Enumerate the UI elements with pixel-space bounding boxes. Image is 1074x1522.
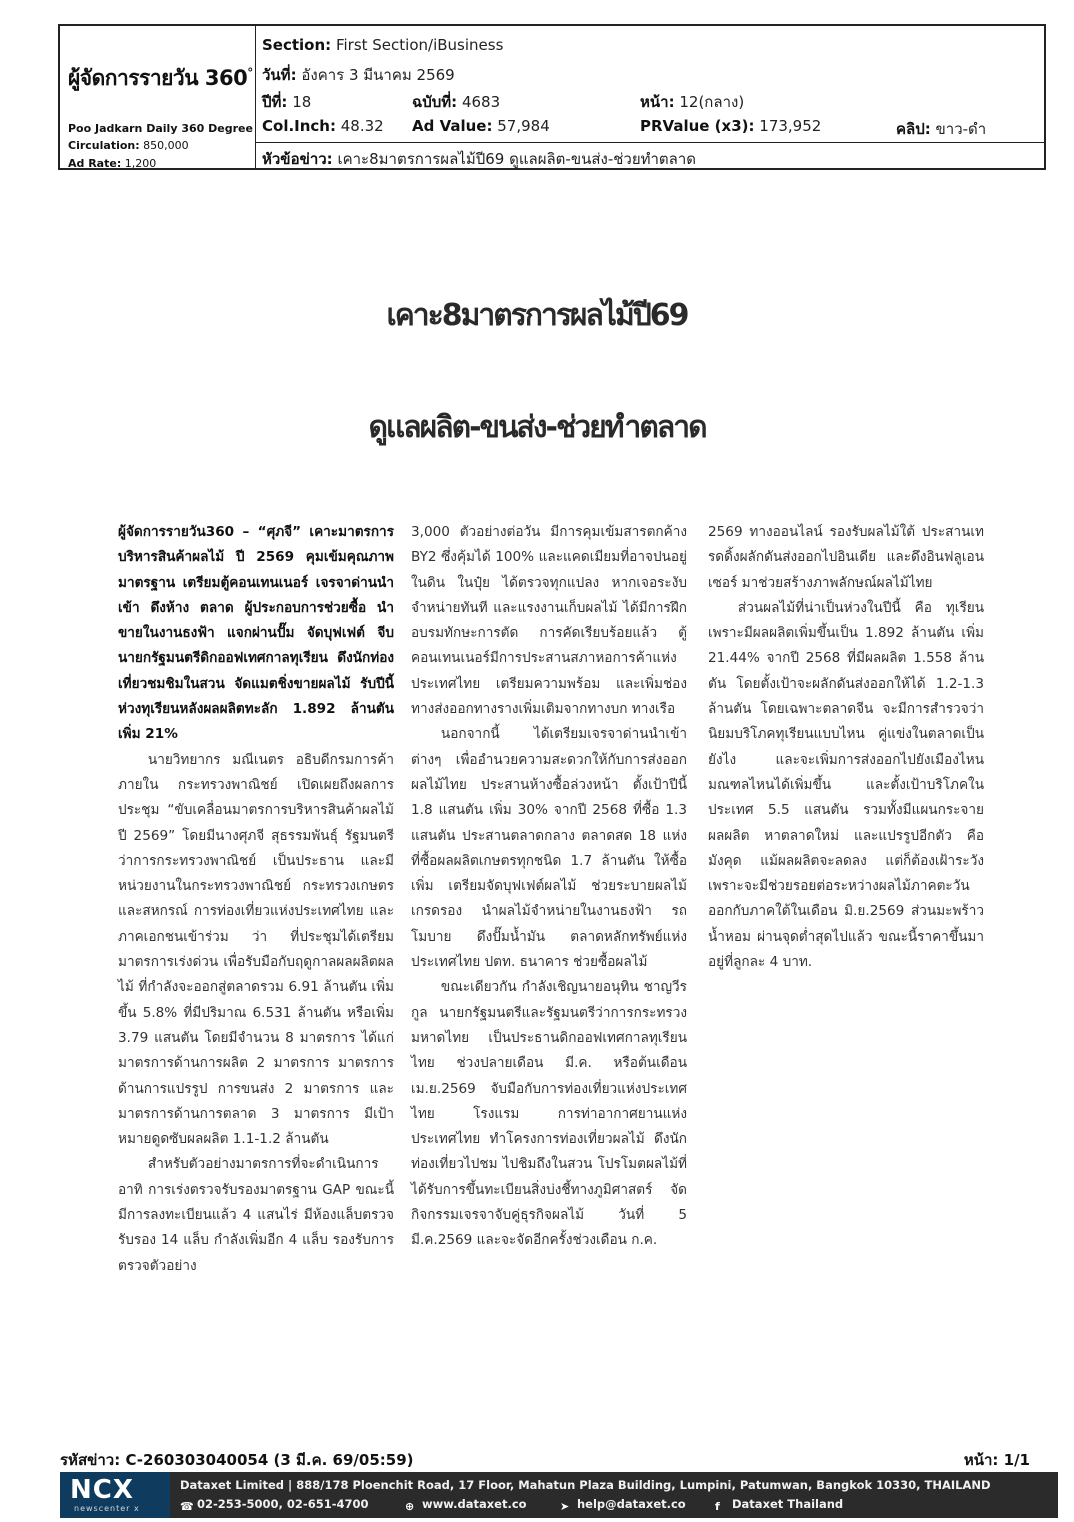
ncx-logo: NCX newscenter x [60, 1472, 170, 1518]
article-paragraph: สำหรับตัวอย่างมาตรการที่จะดำเนินการ อาทิ การเร่งตรวจรับรองมาตรฐาน GAP ขณะนี้มีการลงทะเบียนแล้ว 4 แสนไร่ มีห้องแล็บตรวจรับรอง 14 แล็บ กำลังเพิ่มอีก 4 แล็บ รองรับการตรวจตัวอย่าง [118, 1156, 394, 1274]
col-inch: Col.Inch: 48.32 [262, 117, 384, 135]
article-column-1 [118, 520, 394, 1279]
article-title-line1: เคาะ8มาตรการผลไม้ปี69 [386, 298, 688, 333]
circulation: Circulation: 850,000 [68, 139, 189, 152]
article-paragraph: นายวิทยากร มณีเนตร อธิบดีกรมการค้าภายใน กระทรวงพาณิชย์ เปิดเผยถึงผลการประชุม “ขับเคลื่อนมาตรการบริหารสินค้าผลไม้ ปี 2569” โดยมีนางศุภจี สุธรรมพันธุ์ รัฐมนตรีว่าการกระทรวงพาณิชย์ เป็นประธาน และมีหน่วยงานในกระทรวงพาณิชย์ กระทรวงเกษตรและสหกรณ์ การท่องเที่ยวแห่งประเทศไทย และภาคเอกชนเข้าร่วม ว่า ที่ประชุมได้เตรียมมาตรการเร่งด่วน เพื่อรับมือกับฤดูกาลผลผลิตผลไม้ ที่กำลังจะออกสู่ตลาดรวม 6.91 ล้านตัน เพิ่มขึ้น 5.8% ที่มีปริมาณ 6.531 ล้านตัน หรือเพิ่ม 3.79 แสนตัน โดยมีจำนวน 8 มาตรการ ได้แก่ มาตรการด้านการผลิต 2 มาตรการ มาตรการด้านการแปรรูป การขนส่ง 2 มาตรการ และมาตรการด้านการตลาด 3 มาตรการ มีเป้าหมายดูดซับผลผลิต 1.1-1.2 ล้านตัน [118, 751, 394, 1148]
headline-summary: หัวข้อข่าว: เคาะ8มาตรการผลไม้ปี69 ดูแลผลิต-ขนส่ง-ช่วยทำตลาด [262, 150, 697, 168]
publication-english-name: Poo Jadkarn Daily 360 Degree [68, 122, 253, 135]
pr-value: PRValue (x3): 173,952 [640, 117, 822, 135]
footer-bar [60, 1472, 1058, 1518]
article-column-3 [708, 520, 984, 975]
phone: ☎ 02-253-5000, 02-651-4700 [180, 1497, 369, 1513]
clipping-header [58, 24, 1046, 170]
date: วันที่: อังคาร 3 มีนาคม 2569 [262, 66, 455, 84]
globe-icon: ⊕ [405, 1500, 415, 1513]
article-lead: ผู้จัดการรายวัน360 – “ศุภจี” เคาะมาตรการบริหารสินค้าผลไม้ ปี 2569 คุมเข้มคุณภาพมาตรฐาน เตรียมตู้คอนเทนเนอร์ เจรจาด่านนำเข้า ดึงห้าง ตลาด ผู้ประกอบการช่วยซื้อ นำขายในงานธงฟ้า แจกผ่านปั๊ม จัดบุฟเฟต์ จีบนายกรัฐมนตรีดิกออฟเทศกาลทุเรียน ดึงนักท่องเที่ยวชมชิมในสวน จัดแมตชิ่งขายผลไม้ รับปีนี้ห่วงทุเรียนหลังผลผลิตทะลัก 1.892 ล้านตัน เพิ่ม 21% [118, 524, 394, 743]
send-icon: ➤ [560, 1500, 570, 1513]
page-number: หน้า: 12(กลาง) [640, 93, 745, 111]
article-paragraph: 2569 ทางออนไลน์ รองรับผลไม้ใต้ ประสานเทรดดิ้งผลักดันส่งออกไปอินเดีย และดึงอินฟลูเอนเซอร์ มาช่วยสร้างภาพลักษณ์ผลไม้ไทย [708, 524, 984, 591]
article-paragraph: 3,000 ตัวอย่างต่อวัน มีการคุมเข้มสารตกค้าง BY2 ซึ่งคุ้มได้ 100% และแคดเมียมที่อาจปนอยู่ในดิน ในปุ๋ย ได้ตรวจทุกแปลง หากเจอระงับจำหน่ายทันที และแรงงานเก็บผลไม้ ได้มีการฝึกอบรมทักษะการตัด การคัดเรียบร้อยแล้ว ตู้คอนเทนเนอร์มีการประสานสภาหอการค้าแห่งประเทศไทย เตรียมความพร้อม และเพิ่มช่องทางส่งออกทางรางเพิ่มเติมจากทางบก ทางเรือ [411, 524, 687, 718]
publication-info [60, 26, 256, 168]
article-paragraph: ขณะเดียวกัน กำลังเชิญนายอนุทิน ชาญวีรกูล นายกรัฐมนตรีและรัฐมนตรีว่าการกระทรวงมหาดไทย เป็นประธานดิกออฟเทศกาลทุเรียนไทย ช่วงปลายเดือน มี.ค. หรือต้นเดือน เม.ย.2569 จับมือกับการท่องเที่ยวแห่งประเทศ ไทย โรงแรม การท่าอากาศยานแห่งประเทศไทย ทำโครงการท่องเที่ยวผลไม้ ดึงนักท่องเที่ยวไปชม ไปชิมถึงในสวน โปรโมตผลไม้ที่ได้รับการขึ้นทะเบียนสิ่งบ่งชี้ทางภูมิศาสตร์ จัดกิจกรรมเจรจาจับคู่ธุรกิจผลไม้ วันที่ 5 มี.ค.2569 และจะจัดอีกครั้งช่วงเดือน ก.ค. [411, 979, 687, 1249]
article-paragraph: ส่วนผลไม้ที่น่าเป็นห่วงในปีนี้ คือ ทุเรียน เพราะมีผลผลิตเพิ่มขึ้นเป็น 1.892 ล้านตัน เพิ่ม 21.44% จากปี 2568 ที่มีผลผลิต 1.558 ล้านตัน โดยตั้งเป้าจะผลักดันส่งออกให้ได้ 1.2-1.3 ล้านตัน โดยเฉพาะตลาดจีน จะมีการสำรวจว่านิยมบริโภคทุเรียนแบบไหน คู่แข่งในตลาดเป็นยังไง และจะเพิ่มการส่งออกไปยังเมืองไหน มณฑลไหนได้เพิ่มขึ้น และตั้งเป้าบริโภคในประเทศ 5.5 แสนตัน รวมทั้งมีแผนกระจายผลผลิต หาตลาดใหม่ และแปรรูปอีกตัว คือ มังคุด แม้ผลผลิตจะลดลง แต่ก็ต้องเฝ้าระวัง เพราะจะมีช่วยรอยต่อระหว่างผลไม้ภาคตะวันออกกับภาคใต้ในเดือน มิ.ย.2569 ส่วนมะพร้าวน้ำหอม ผ่านจุดต่ำสุดไปแล้ว ขณะนี้ราคาขึ้นมาอยู่ที่ลูกละ 4 บาท. [708, 599, 984, 971]
page-count: หน้า: 1/1 [963, 1451, 1030, 1469]
ad-value: Ad Value: 57,984 [412, 117, 550, 135]
issue: ฉบับที่: 4683 [412, 93, 501, 111]
article-title-line2: ดูแลผลิต-ขนส่ง-ช่วยทำตลาด [368, 410, 706, 445]
website-link[interactable]: ⊕ www.dataxet.co [405, 1497, 527, 1513]
facebook-icon: f [715, 1500, 720, 1513]
divider [256, 142, 1046, 143]
phone-icon: ☎ [180, 1500, 194, 1513]
news-code: รหัสข่าว: C-260303040054 (3 มี.ค. 69/05:59) [60, 1451, 414, 1469]
email-link[interactable]: ➤ help@dataxet.co [560, 1497, 686, 1513]
ad-rate: Ad Rate: 1,200 [68, 157, 157, 170]
section: Section: First Section/iBusiness [262, 36, 504, 54]
publication-name: ผู้จัดการรายวัน 360° [68, 66, 253, 90]
article-paragraph: นอกจากนี้ ได้เตรียมเจรจาด่านนำเข้าต่างๆ เพื่ออำนวยความสะดวกให้กับการส่งออกผลไม้ไทย ประสานห้างซื้อล่วงหน้า ตั้งเป้าปีนี้ 1.8 แสนตัน เพิ่ม 30% จากปี 2568 ที่ซื้อ 1.3 แสนตัน ประสานตลาดกลาง ตลาดสด 18 แห่ง ที่ซื้อผลผลิตเกษตรทุกชนิด 1.7 ล้านตัน ให้ซื้อเพิ่ม เตรียมจัดบุฟเฟต์ผลไม้ ช่วยระบายผลไม้เกรดรอง นำผลไม้จำหน่ายในงานธงฟ้า รถโมบาย ดึงปั๊มน้ำมัน ตลาดหลักทรัพย์แห่งประเทศไทย ปตท. ธนาคาร ช่วยซื้อผลไม้ [411, 726, 687, 971]
article-column-2 [411, 520, 687, 1254]
year: ปีที่: 18 [262, 93, 312, 111]
clip-type: คลิป: ขาว-ดำ [896, 120, 987, 138]
company-address: Dataxet Limited | 888/178 Ploenchit Road, 17 Floor, Mahatun Plaza Building, Lumpini, Patumwan, Bangkok 10330, THAILAND [180, 1478, 991, 1492]
facebook-link[interactable]: f Dataxet Thailand [715, 1497, 844, 1513]
